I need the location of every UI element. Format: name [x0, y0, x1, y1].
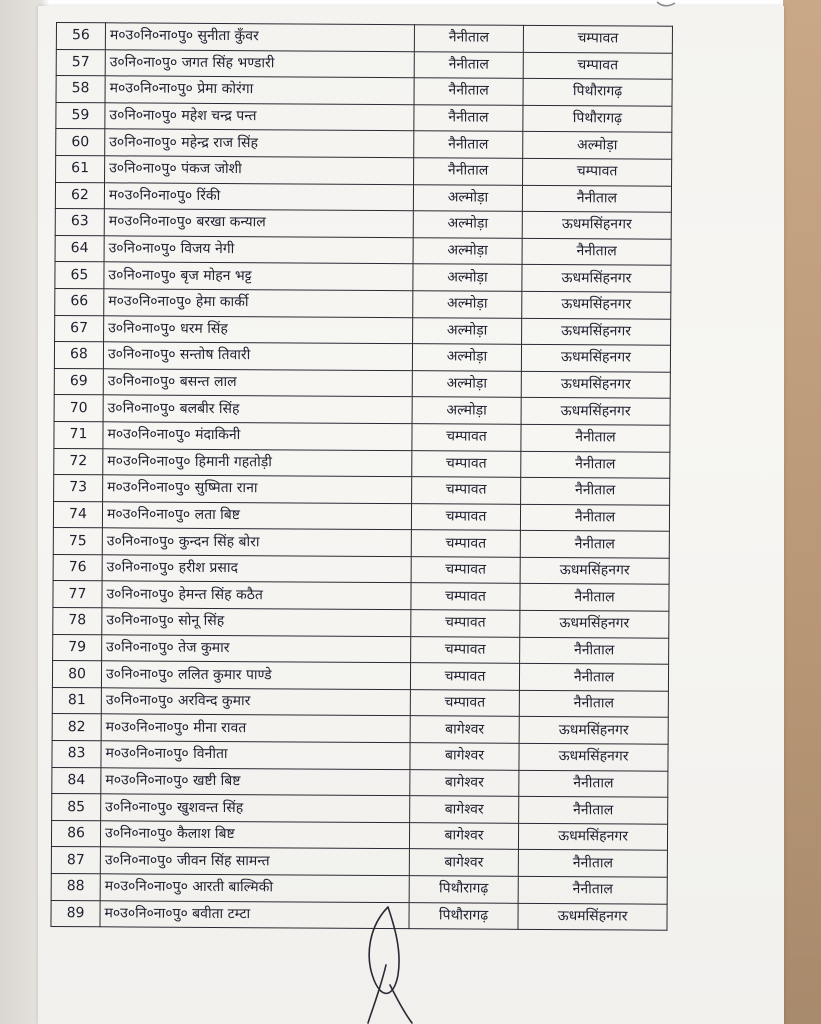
from-district: चम्पावत — [411, 503, 520, 530]
from-district: अल्मोड़ा — [413, 211, 522, 238]
officer-name: उ०नि०ना०पु० धरम सिंह — [104, 315, 413, 343]
from-district: बागेश्वर — [409, 822, 518, 849]
to-district: ऊधमसिंहनगर — [519, 717, 668, 745]
serial-number: 61 — [56, 155, 105, 182]
officer-name: म०उ०नि०ना०पु० सुष्मिता राना — [103, 475, 412, 503]
table-row — [54, 368, 670, 398]
from-district: चम्पावत — [412, 477, 521, 504]
to-district: चम्पावत — [523, 158, 672, 186]
from-district: चम्पावत — [411, 583, 520, 610]
from-district: चम्पावत — [411, 636, 520, 663]
serial-number: 77 — [53, 581, 102, 608]
from-district: पिथौरागढ़ — [409, 902, 518, 929]
serial-number: 56 — [56, 23, 105, 50]
serial-number: 82 — [52, 714, 101, 741]
to-district: पिथौरागढ़ — [523, 79, 672, 107]
serial-number: 63 — [55, 209, 104, 236]
table-row — [55, 288, 671, 318]
serial-number: 88 — [51, 873, 100, 900]
to-district: ऊधमसिंहनगर — [520, 557, 669, 585]
serial-number: 80 — [52, 661, 101, 688]
to-district: ऊधमसिंहनगर — [522, 212, 671, 240]
table-row — [56, 129, 672, 159]
from-district: नैनीताल — [414, 131, 523, 158]
officer-name: म०उ०नि०ना०पु० बरखा कन्याल — [104, 209, 413, 237]
serial-number: 67 — [55, 315, 104, 342]
officer-name: म०उ०नि०ना०पु० सुनीता कुँवर — [105, 23, 414, 51]
to-district: नैनीताल — [522, 238, 671, 266]
table-row — [54, 448, 670, 478]
from-district: चम्पावत — [411, 557, 520, 584]
to-district: ऊधमसिंहनगर — [518, 823, 667, 851]
serial-number: 71 — [54, 421, 103, 448]
serial-number: 65 — [55, 262, 104, 289]
officer-name: म०उ०नि०ना०पु० हेमा कार्की — [104, 289, 413, 317]
officer-name: म०उ०नि०ना०पु० विनीता — [101, 741, 410, 769]
serial-number: 76 — [53, 554, 102, 581]
from-district: अल्मोड़ा — [412, 397, 521, 424]
table-row — [51, 847, 667, 877]
serial-number: 83 — [52, 741, 101, 768]
officer-name: उ०नि०ना०पु० अरविन्द कुमार — [101, 688, 410, 716]
serial-number: 89 — [51, 900, 100, 927]
from-district: बागेश्वर — [410, 769, 519, 796]
corner-mark — [655, 0, 679, 10]
serial-number: 69 — [54, 368, 103, 395]
table-row — [55, 209, 671, 239]
from-district: अल्मोड़ा — [412, 370, 521, 397]
table-row — [53, 608, 669, 638]
from-district: अल्मोड़ा — [412, 344, 521, 371]
officer-name: उ०नि०ना०पु० सोनू सिंह — [102, 608, 411, 636]
serial-number: 64 — [55, 235, 104, 262]
officer-name: उ०नि०ना०पु० विजय नेगी — [104, 236, 413, 264]
from-district: अल्मोड़ा — [413, 264, 522, 291]
table-row — [56, 23, 672, 53]
table-row — [52, 767, 668, 797]
to-district: ऊधमसिंहनगर — [521, 371, 670, 399]
to-district: ऊधमसिंहनगर — [522, 318, 671, 346]
serial-number: 59 — [56, 102, 105, 129]
from-district: अल्मोड़ा — [413, 184, 522, 211]
table-row — [53, 581, 669, 611]
handwritten-signature — [360, 905, 420, 1024]
to-district: ऊधमसिंहनगर — [521, 344, 670, 372]
table-row — [53, 554, 669, 584]
table-row — [54, 342, 670, 372]
to-district: नैनीताल — [519, 664, 668, 692]
serial-number: 68 — [54, 342, 103, 369]
to-district: ऊधमसिंहनगर — [522, 291, 671, 319]
to-district: नैनीताल — [520, 504, 669, 532]
to-district: ऊधमसिंहनगर — [522, 265, 671, 293]
transfer-table — [50, 22, 673, 931]
serial-number: 74 — [53, 501, 102, 528]
serial-number: 84 — [52, 767, 101, 794]
to-district: ऊधमसिंहनगर — [521, 398, 670, 426]
table-row — [55, 262, 671, 292]
to-district: नैनीताल — [518, 850, 667, 878]
serial-number: 73 — [54, 475, 103, 502]
from-district: बागेश्वर — [410, 796, 519, 823]
table-row — [54, 395, 670, 425]
officer-name: उ०नि०ना०पु० सन्तोष तिवारी — [103, 342, 412, 370]
from-district: नैनीताल — [414, 104, 523, 131]
officer-name: म०उ०नि०ना०पु० लता बिष्ट — [102, 501, 411, 529]
officer-name: उ०नि०ना०पु० महेन्द्र राज सिंह — [105, 129, 414, 157]
table-row — [55, 315, 671, 345]
from-district: अल्मोड़ा — [413, 237, 522, 264]
officer-name: उ०नि०ना०पु० बृज मोहन भट्ट — [104, 262, 413, 290]
from-district: चम्पावत — [410, 663, 519, 690]
to-district: नैनीताल — [519, 690, 668, 718]
from-district: पिथौरागढ़ — [409, 876, 518, 903]
officer-name: म०उ०नि०ना०पु० खष्टी बिष्ट — [101, 767, 410, 795]
serial-number: 85 — [52, 794, 101, 821]
table-row — [56, 102, 672, 132]
table-row — [51, 820, 667, 850]
from-district: नैनीताल — [414, 25, 523, 52]
serial-number: 60 — [56, 129, 105, 156]
table-surface — [783, 0, 821, 1024]
table-row — [55, 182, 671, 212]
table-row — [55, 235, 671, 265]
from-district: अल्मोड़ा — [413, 317, 522, 344]
from-district: अल्मोड़ा — [413, 291, 522, 318]
to-district: ऊधमसिंहनगर — [520, 610, 669, 638]
officer-name: उ०नि०ना०पु० ललित कुमार पाण्डे — [101, 661, 410, 689]
serial-number: 70 — [54, 395, 103, 422]
table-row — [56, 155, 672, 185]
officer-name: उ०नि०ना०पु० पंकज जोशी — [105, 156, 414, 184]
serial-number: 75 — [53, 528, 102, 555]
to-district: नैनीताल — [522, 185, 671, 213]
to-district: नैनीताल — [520, 637, 669, 665]
table-row — [56, 76, 672, 106]
to-district: नैनीताल — [521, 451, 670, 479]
from-district: बागेश्वर — [410, 716, 519, 743]
table-row — [53, 501, 669, 531]
table-row — [51, 873, 667, 903]
officer-name: उ०नि०ना०पु० हरीश प्रसाद — [102, 555, 411, 583]
serial-number: 87 — [51, 847, 100, 874]
officer-name: उ०नि०ना०पु० खुशवन्त सिंह — [101, 794, 410, 822]
table-row — [52, 661, 668, 691]
table-row — [52, 794, 668, 824]
table-row — [54, 475, 670, 505]
from-district: चम्पावत — [411, 610, 520, 637]
from-district: बागेश्वर — [409, 849, 518, 876]
to-district: नैनीताल — [518, 876, 667, 904]
serial-number: 86 — [51, 820, 100, 847]
from-district: चम्पावत — [412, 450, 521, 477]
from-district: चम्पावत — [410, 690, 519, 717]
serial-number: 81 — [52, 687, 101, 714]
serial-number: 58 — [56, 76, 105, 103]
serial-number: 78 — [53, 608, 102, 635]
from-district: नैनीताल — [414, 51, 523, 78]
from-district: चम्पावत — [411, 530, 520, 557]
serial-number: 72 — [54, 448, 103, 475]
officer-name: म०उ०नि०ना०पु० प्रेमा कोरंगा — [105, 76, 414, 104]
to-district: नैनीताल — [521, 424, 670, 452]
to-district: नैनीताल — [520, 584, 669, 612]
serial-number: 66 — [55, 288, 104, 315]
to-district: ऊधमसिंहनगर — [518, 903, 667, 931]
officer-name: उ०नि०ना०पु० जीवन सिंह सामन्त — [100, 847, 409, 875]
table-row — [52, 687, 668, 717]
officer-name: उ०नि०ना०पु० बसन्त लाल — [103, 369, 412, 397]
to-district: नैनीताल — [519, 797, 668, 825]
from-district: बागेश्वर — [410, 743, 519, 770]
officer-name: उ०नि०ना०पु० महेश चन्द्र पन्त — [105, 103, 414, 131]
officer-name: उ०नि०ना०पु० कैलाश बिष्ट — [100, 821, 409, 849]
officer-name: उ०नि०ना०पु० बलबीर सिंह — [103, 395, 412, 423]
table-row — [54, 421, 670, 451]
to-district: पिथौरागढ़ — [523, 105, 672, 133]
table-row — [56, 49, 672, 79]
officer-name: म०उ०नि०ना०पु० बवीता टम्टा — [100, 900, 409, 928]
to-district: ऊधमसिंहनगर — [519, 743, 668, 771]
serial-number: 79 — [53, 634, 102, 661]
table-row — [52, 714, 668, 744]
officer-name: म०उ०नि०ना०पु० हिमानी गहतोड़ी — [103, 448, 412, 476]
officer-name: म०उ०नि०ना०पु० मंदाकिनी — [103, 422, 412, 450]
table-row — [53, 528, 669, 558]
table-row — [52, 741, 668, 771]
to-district: चम्पावत — [523, 52, 672, 80]
officer-name: म०उ०नि०ना०पु० मीना रावत — [101, 714, 410, 742]
to-district: नैनीताल — [520, 531, 669, 559]
serial-number: 57 — [56, 49, 105, 76]
from-district: नैनीताल — [414, 78, 523, 105]
table-row — [53, 634, 669, 664]
officer-name: म०उ०नि०ना०पु० रिंकी — [104, 182, 413, 210]
to-district: नैनीताल — [521, 477, 670, 505]
to-district: नैनीताल — [519, 770, 668, 798]
officer-name: उ०नि०ना०पु० तेज कुमार — [102, 634, 411, 662]
officer-name: उ०नि०ना०पु० हेमन्त सिंह कठैत — [102, 581, 411, 609]
officer-name: उ०नि०ना०पु० जगत सिंह भण्डारी — [105, 49, 414, 77]
to-district: अल्मोड़ा — [523, 132, 672, 160]
serial-number: 62 — [55, 182, 104, 209]
officer-name: उ०नि०ना०पु० कुन्दन सिंह बोरा — [102, 528, 411, 556]
from-district: नैनीताल — [414, 158, 523, 185]
to-district: चम्पावत — [523, 25, 672, 53]
officer-name: म०उ०नि०ना०पु० आरती बाल्मिकी — [100, 874, 409, 902]
from-district: चम्पावत — [412, 424, 521, 451]
